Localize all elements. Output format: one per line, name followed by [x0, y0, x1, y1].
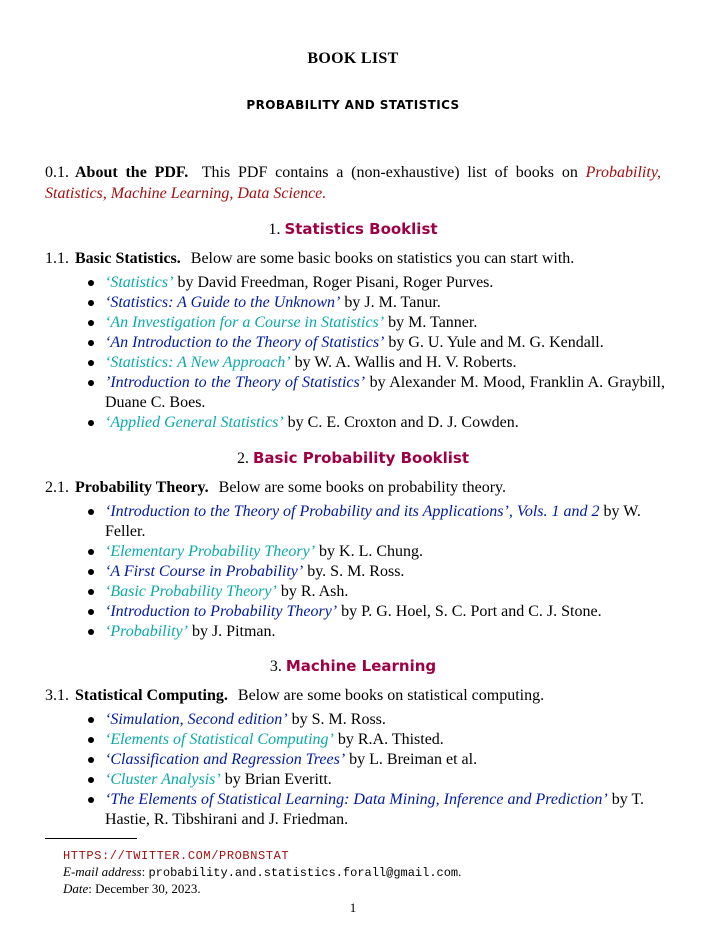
book-title-link[interactable]: ‘A First Course in Probability’ — [105, 563, 304, 580]
book-title-link[interactable]: ‘Introduction to the Theory of Probability and its Applications’, Vols. 1 and 2 — [105, 503, 600, 520]
book-item — [85, 373, 665, 413]
page-title: BOOK LIST — [307, 50, 399, 67]
about-topics: Probability, Statistics, Machine Learning, Data Science. — [45, 164, 662, 202]
book-authors: by K. L. Chung. — [315, 543, 424, 560]
book-item — [85, 313, 665, 333]
section-heading-2 — [0, 448, 706, 469]
book-authors: by P. G. Hoel, S. C. Port and C. J. Stone. — [337, 603, 602, 620]
book-authors: by R. Ash. — [276, 583, 349, 600]
subsection-heading: Basic Statistics. — [75, 250, 181, 267]
book-title-link[interactable]: ‘Classification and Regression Trees’ — [105, 751, 346, 768]
book-title-link[interactable]: ‘Cluster Analysis’ — [105, 771, 221, 788]
book-item — [85, 790, 665, 830]
date-label: Date — [63, 881, 89, 896]
book-authors: by W. A. Wallis and H. V. Roberts. — [290, 354, 517, 371]
book-item — [85, 502, 665, 542]
book-item — [85, 602, 665, 622]
book-title-link[interactable]: ‘Statistics’ — [105, 274, 174, 291]
book-authors: by R.A. Thisted. — [333, 731, 444, 748]
book-title-link[interactable]: ‘Statistics: A New Approach’ — [105, 354, 291, 371]
subsection-heading: Statistical Computing. — [75, 687, 228, 704]
book-title-link[interactable]: ‘Probability’ — [105, 623, 188, 640]
book-title-link[interactable]: ‘An Investigation for a Course in Statistics’ — [105, 314, 385, 331]
subsection-text: Below are some basic books on statistics you can start with. — [190, 250, 575, 267]
book-authors: by J. M. Tanur. — [340, 294, 441, 311]
book-item — [85, 750, 665, 770]
subsection-heading: Probability Theory. — [75, 479, 209, 496]
book-item — [85, 293, 665, 313]
about-paragraph — [45, 163, 661, 204]
page-subtitle: PROBABILITY AND STATISTICS — [246, 98, 460, 112]
book-item — [85, 273, 665, 293]
book-item — [85, 413, 665, 433]
book-item — [85, 730, 665, 750]
section-title: Statistics Booklist — [284, 220, 438, 238]
section-title: Machine Learning — [285, 657, 437, 675]
book-title-link[interactable]: ’Introduction to the Theory of Statistics’ — [105, 374, 366, 391]
section-number: 3. — [269, 658, 282, 675]
page-number: 1 — [349, 900, 357, 915]
book-title-link[interactable]: ‘Introduction to Probability Theory’ — [105, 603, 338, 620]
book-item — [85, 333, 665, 353]
book-authors: by M. Tanner. — [384, 314, 478, 331]
book-title-link[interactable]: ‘Basic Probability Theory’ — [105, 583, 277, 600]
subsection-3-1 — [45, 686, 661, 707]
book-list-probability — [85, 502, 665, 642]
book-title-link[interactable]: ‘The Elements of Statistical Learning: Data Mining, Inference and Prediction’ — [105, 791, 608, 808]
section-number: 1. — [268, 221, 281, 238]
twitter-link[interactable]: HTTPS://TWITTER.COM/PROBNSTAT — [63, 849, 290, 863]
subsection-number: 3.1. — [45, 687, 69, 704]
subsection-2-1 — [45, 478, 661, 499]
book-authors: by. S. M. Ross. — [303, 563, 405, 580]
book-title-link[interactable]: ‘Elementary Probability Theory’ — [105, 543, 316, 560]
section-number: 2. — [236, 450, 249, 467]
footnote-divider — [45, 838, 137, 839]
book-authors: by C. E. Croxton and D. J. Cowden. — [283, 414, 519, 431]
book-title-link[interactable]: ‘Statistics: A Guide to the Unknown’ — [105, 294, 341, 311]
subsection-number: 1.1. — [45, 250, 69, 267]
about-heading: About the PDF. — [75, 164, 189, 181]
book-item — [85, 582, 665, 602]
book-authors: by S. M. Ross. — [287, 711, 386, 728]
footer-email-line: E-mail address: probability.and.statistics.forall@gmail.com. — [63, 864, 462, 880]
email-label: E-mail address — [63, 864, 142, 879]
subsection-text: Below are some books on probability theory. — [218, 479, 507, 496]
book-title-link[interactable]: ‘Elements of Statistical Computing’ — [105, 731, 334, 748]
subsection-text: Below are some books on statistical computing. — [237, 687, 545, 704]
book-authors: by J. Pitman. — [187, 623, 276, 640]
book-item — [85, 353, 665, 373]
email-address[interactable]: probability.and.statistics.forall@gmail.com — [148, 866, 459, 880]
about-number: 0.1. — [45, 164, 69, 181]
subsection-1-1 — [45, 249, 661, 270]
section-heading-1 — [0, 219, 706, 240]
book-item — [85, 710, 665, 730]
book-authors: by W. Feller. — [105, 503, 641, 540]
book-item — [85, 622, 665, 642]
date-value: December 30, 2023. — [95, 881, 201, 896]
book-item — [85, 542, 665, 562]
book-item — [85, 562, 665, 582]
book-authors: by Brian Everitt. — [220, 771, 332, 788]
book-authors: by David Freedman, Roger Pisani, Roger Purves. — [173, 274, 494, 291]
subsection-number: 2.1. — [45, 479, 69, 496]
book-authors: by Alexander M. Mood, Franklin A. Graybill, Duane C. Boes. — [105, 374, 665, 411]
book-authors: by T. Hastie, R. Tibshirani and J. Friedman. — [105, 791, 645, 828]
section-heading-3 — [0, 656, 706, 677]
book-authors: by G. U. Yule and M. G. Kendall. — [384, 334, 604, 351]
about-text: This PDF contains a (non-exhaustive) list of books on — [201, 164, 578, 181]
footer-date-line: Date: December 30, 2023. — [63, 881, 201, 896]
section-title: Basic Probability Booklist — [252, 449, 470, 467]
book-item — [85, 770, 665, 790]
book-title-link[interactable]: ‘Applied General Statistics’ — [105, 414, 284, 431]
book-list-statistics — [85, 273, 665, 433]
book-title-link[interactable]: ‘An Introduction to the Theory of Statistics’ — [105, 334, 385, 351]
book-title-link[interactable]: ‘Simulation, Second edition’ — [105, 711, 288, 728]
book-list-machine-learning — [85, 710, 665, 830]
book-authors: by L. Breiman et al. — [345, 751, 478, 768]
